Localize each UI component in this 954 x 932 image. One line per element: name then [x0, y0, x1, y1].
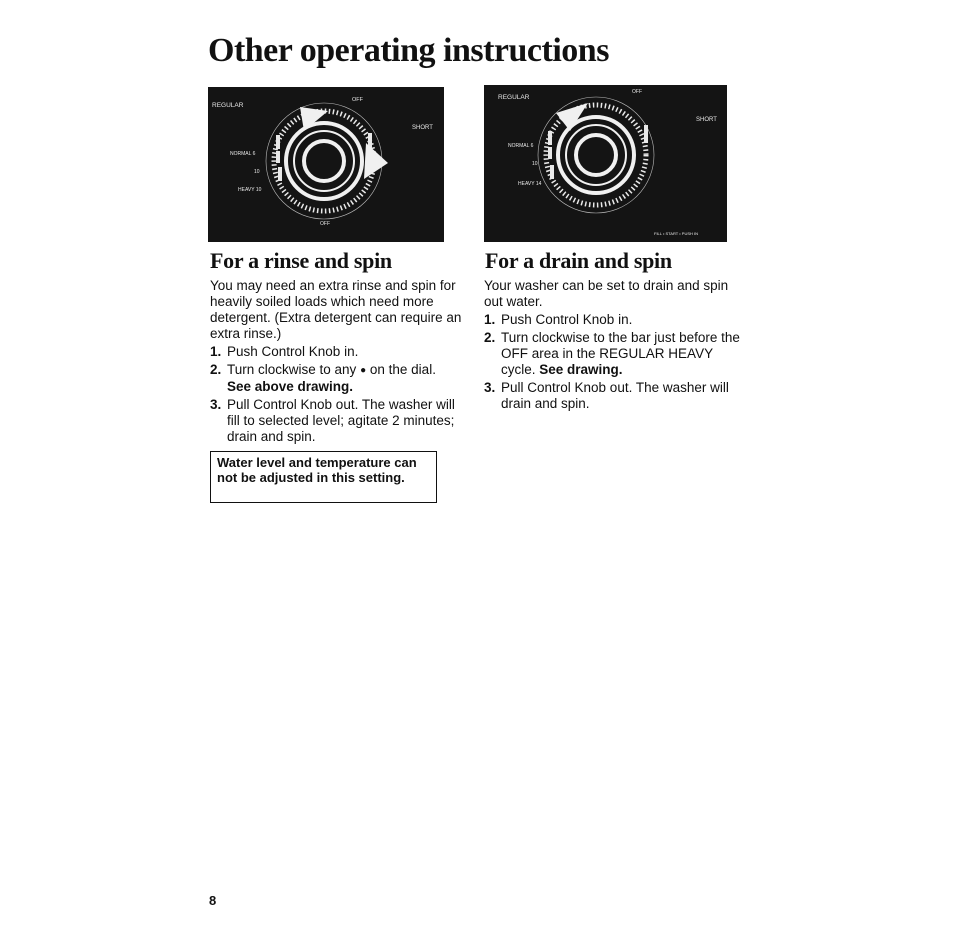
dial-label-heavy: HEAVY 10	[238, 187, 262, 193]
page-number: 8	[209, 893, 217, 908]
dial-label-regular: REGULAR	[498, 94, 530, 101]
list-item	[484, 312, 744, 328]
step-text: Pull Control Knob out. The washer will fill to selected level; agitate 2 minutes; drain and spin.	[227, 397, 455, 444]
dial-label-ten: 10	[254, 169, 260, 175]
drain-spin-steps	[484, 312, 744, 412]
step-number: 3.	[210, 397, 222, 412]
control-dial-graphic	[208, 87, 444, 242]
step-number: 1.	[484, 312, 496, 327]
step-text: Push Control Knob in.	[501, 312, 633, 327]
dial-label-short: SHORT	[696, 117, 717, 123]
dial-label-normal: NORMAL 6	[230, 151, 256, 157]
drawing-reference: See drawing.	[539, 362, 623, 377]
drain-spin-section	[484, 278, 744, 414]
rinse-spin-section	[210, 278, 468, 447]
list-item	[484, 380, 744, 412]
step-text: Turn clockwise to any	[227, 362, 357, 377]
dial-label-heavy: HEAVY 14	[518, 181, 542, 187]
dial-illustration-drain-spin	[484, 85, 727, 242]
control-dial-graphic	[484, 85, 727, 242]
dial-illustration-rinse-spin	[208, 87, 444, 242]
drain-spin-intro: Your washer can be set to drain and spin out water.	[484, 278, 729, 309]
dial-label-regular: REGULAR	[212, 102, 244, 109]
dial-label-footer: FILL • START • PUSH IN	[654, 231, 698, 236]
list-item	[210, 397, 468, 445]
dial-label-ten: 10	[532, 161, 538, 167]
dot-icon: ●	[360, 365, 367, 376]
step-number: 1.	[210, 344, 222, 359]
dial-label-short: SHORT	[412, 125, 433, 131]
note-box	[210, 451, 437, 503]
step-number: 3.	[484, 380, 496, 395]
cycle-bar	[550, 165, 554, 179]
drawing-reference: See above drawing.	[227, 379, 354, 394]
dial-label-off-top: OFF	[352, 97, 363, 103]
cycle-bar	[548, 147, 552, 159]
dial-label-off-bottom: OFF	[320, 221, 330, 227]
list-item	[210, 362, 468, 395]
list-item	[484, 330, 744, 378]
cycle-bar	[276, 151, 280, 163]
step-text: on the dial.	[369, 362, 436, 377]
dial-label-normal: NORMAL 6	[508, 143, 534, 149]
cycle-bar	[644, 125, 648, 143]
dial-label-off-top: OFF	[632, 89, 642, 95]
step-number: 2.	[484, 330, 496, 345]
cycle-bar	[278, 167, 282, 181]
step-text: Push Control Knob in.	[227, 344, 359, 359]
step-number: 2.	[210, 362, 222, 377]
page-title: Other operating instructions	[208, 32, 609, 69]
cycle-bar	[276, 135, 280, 149]
step-text: Pull Control Knob out. The washer will drain and spin.	[501, 380, 729, 411]
pointer-arrow-icon	[364, 143, 388, 179]
rinse-spin-heading: For a rinse and spin	[210, 248, 392, 273]
rinse-spin-steps	[210, 344, 468, 445]
cycle-bar	[548, 131, 552, 145]
note-text: Water level and temperature can not be adjusted in this setting.	[217, 455, 417, 485]
rinse-spin-intro: You may need an extra rinse and spin for heavily soiled loads which need more detergent. (Extra detergent can require an extra rinse.)	[210, 278, 462, 341]
list-item	[210, 344, 468, 360]
step-text: Turn clockwise to the bar just before the OFF area in the REGULAR HEAVY cycle.	[501, 330, 740, 377]
drain-spin-heading: For a drain and spin	[485, 248, 672, 273]
control-knob	[286, 123, 362, 199]
